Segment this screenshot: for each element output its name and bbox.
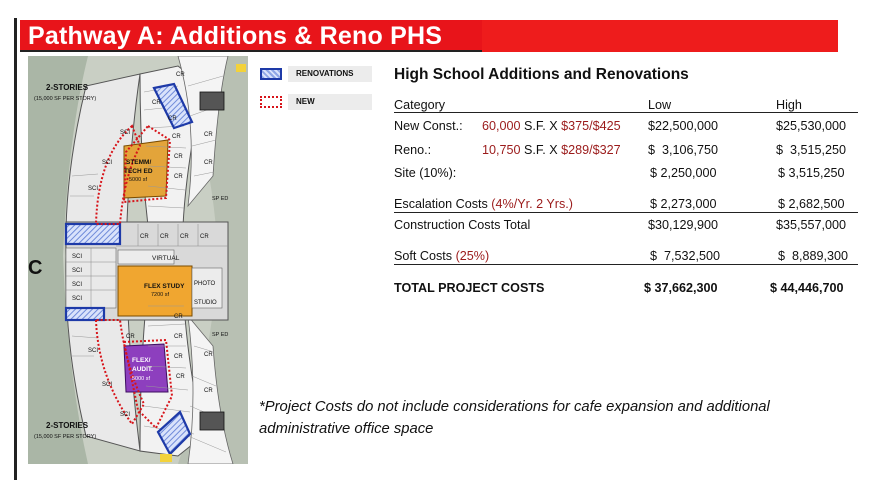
stemm-label-1: STEMM/ (126, 159, 152, 166)
cr-label-5: CR (176, 72, 185, 78)
photo-label: PHOTO (194, 281, 216, 287)
row-construction-high: $35,557,000 (776, 218, 847, 232)
stemm-sf: 5000 sf (129, 177, 148, 183)
cr-label-14: CR (174, 354, 183, 360)
row-construction-label: Construction Costs Total (394, 218, 531, 232)
flex-study-label: FLEX STUDY (144, 283, 185, 290)
row-escalation-high: $ 2,682,500 (778, 197, 845, 211)
legend-new (258, 94, 374, 110)
new-const-rate: $375/$425 (561, 119, 621, 133)
cr-label-19: CR (204, 160, 213, 166)
row-total-label: TOTAL PROJECT COSTS (394, 281, 545, 295)
cr-label-18: CR (204, 132, 213, 138)
sci-label-north-2: SCI (102, 160, 113, 166)
stories-label-bottom: 2-STORIES (46, 421, 89, 430)
cr-label-4: CR (200, 234, 209, 240)
row-site-low: $ 2,250,000 (650, 166, 717, 180)
new-const-sf-unit: S.F. X (520, 119, 562, 133)
legend-renovations (258, 66, 374, 82)
row-construction-low: $30,129,900 (648, 218, 719, 232)
cr-label-1: CR (140, 234, 149, 240)
row-new-const-high: $25,530,000 (776, 119, 847, 133)
row-reno-low: $ 3,106,750 (648, 143, 719, 157)
sci-label-south-3: SCI (120, 412, 131, 418)
header-high: High (776, 98, 802, 112)
row-reno-detail (482, 143, 621, 157)
cr-label-2: CR (160, 234, 169, 240)
sci-label-north-3: SCI (88, 186, 99, 192)
sci-label-1: SCI (72, 254, 83, 260)
studio-label: STUDIO (194, 300, 217, 306)
row-new-const-detail (482, 119, 621, 133)
left-border-rule (14, 18, 17, 480)
reno-rate: $289/$327 (561, 143, 621, 157)
row-escalation-low: $ 2,273,000 (650, 197, 717, 211)
stories-sub-label-bottom: (15,000 SF PER STORY) (34, 434, 97, 440)
row-reno-high: $ 3,515,250 (776, 143, 847, 157)
renovations-swatch (260, 68, 282, 80)
footnote: *Project Costs do not include considerations for cafe expansion and additional administrative office space (259, 399, 770, 437)
cr-label-10: CR (174, 174, 183, 180)
row-site-label: Site (10%): (394, 166, 457, 180)
cr-label-6: CR (152, 100, 161, 106)
reno-sf-unit: S.F. X (520, 143, 562, 157)
cr-label-11: CR (174, 314, 183, 320)
row-new-const-label: New Const.: (394, 119, 463, 133)
cr-label-12: CR (174, 334, 183, 340)
soft-rule (394, 264, 858, 265)
flex-study-sf: 7200 sf (151, 292, 170, 298)
flex-audit-label-2: AUDIT. (132, 366, 153, 373)
cr-label-9: CR (174, 154, 183, 160)
flex-audit-sf: 5000 sf (132, 376, 151, 382)
cr-label-7: CR (168, 116, 177, 122)
floor-plan (28, 56, 248, 464)
cr-label-17: CR (204, 388, 213, 394)
row-escalation-label (394, 197, 573, 213)
cr-label-13: CR (126, 334, 135, 340)
sp-ed-label-south: SP ED (212, 332, 229, 338)
row-total-high: $ 44,446,700 (770, 281, 844, 295)
stories-sub-label-top: (15,000 SF PER STORY) (34, 96, 97, 102)
row-soft-label (394, 249, 489, 263)
floor-plan-drawing (28, 56, 248, 464)
yellow-accent-top (236, 64, 246, 72)
sp-ed-label-north: SP ED (212, 196, 229, 202)
escalation-note: (4%/Yr. 2 Yrs.) (491, 197, 573, 211)
renovations-label: RENOVATIONS (288, 66, 372, 82)
row-soft-high: $ 8,889,300 (778, 249, 849, 263)
row-total-low: $ 37,662,300 (644, 281, 718, 295)
escalation-rule (394, 212, 858, 213)
soft-note: (25%) (455, 249, 490, 263)
flex-study-room (118, 266, 192, 316)
row-new-const-low: $22,500,000 (648, 119, 719, 133)
new-swatch (260, 96, 282, 108)
sci-label-south-1: SCI (88, 348, 99, 354)
table-title: High School Additions and Renovations (394, 66, 689, 83)
stories-label-top: 2-STORIES (46, 83, 89, 92)
sci-label-south-2: SCI (102, 382, 113, 388)
row-site-high: $ 3,515,250 (778, 166, 845, 180)
sci-label-north-1: SCI (120, 130, 131, 136)
sci-label-3: SCI (72, 282, 83, 288)
header-rule (394, 112, 858, 113)
sci-label-4: SCI (72, 296, 83, 302)
cr-label-16: CR (204, 352, 213, 358)
cr-label-3: CR (180, 234, 189, 240)
soft-label: Soft Costs (394, 249, 456, 263)
row-reno-label: Reno.: (394, 143, 432, 157)
virtual-label: VIRTUAL (152, 255, 180, 262)
row-soft-low: $ 7,532,500 (650, 249, 721, 263)
header-category: Category (394, 98, 446, 112)
reno-sf: 10,750 (482, 143, 521, 157)
escalation-label: Escalation Costs (394, 197, 492, 211)
yellow-accent-bottom (160, 454, 172, 462)
new-label: NEW (288, 94, 372, 110)
new-const-sf: 60,000 (482, 119, 521, 133)
dark-service-box-south (200, 412, 224, 430)
stemm-label-2: TECH ED (124, 168, 153, 175)
wing-letter: C (28, 257, 43, 279)
dark-service-box-north (200, 92, 224, 110)
slide-title: Pathway A: Additions & Reno PHS (28, 22, 443, 50)
cr-label-8: CR (172, 134, 181, 140)
header-low: Low (648, 98, 672, 112)
flex-audit-label-1: FLEX/ (132, 357, 151, 364)
sci-label-2: SCI (72, 268, 83, 274)
cr-label-15: CR (176, 374, 185, 380)
